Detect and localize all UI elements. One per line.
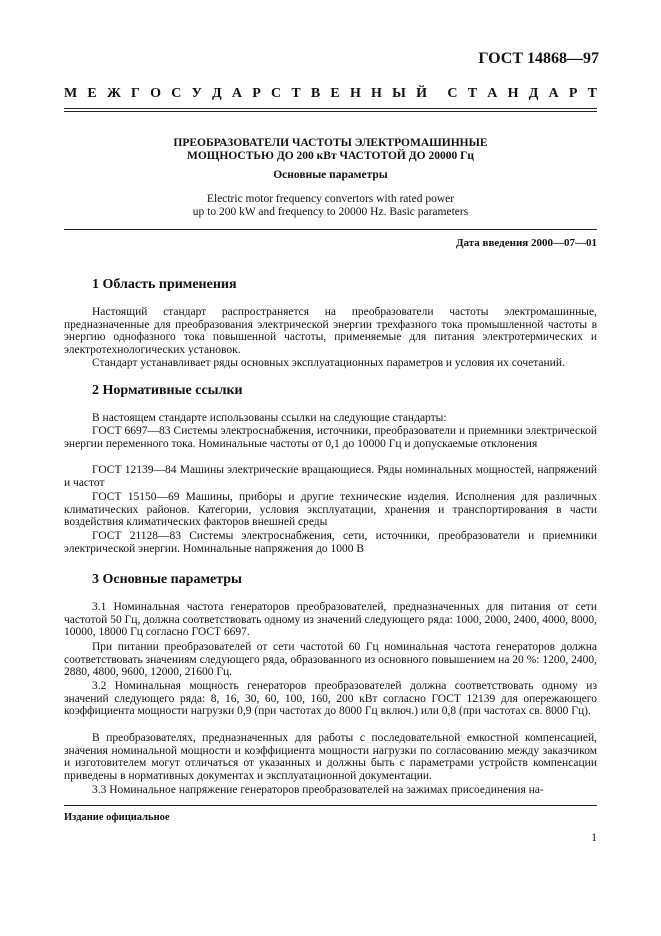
type-letter: Е: [330, 86, 340, 101]
type-letter: О: [150, 86, 162, 101]
clause-3-2: 3.2 Номинальная мощность генераторов преобразователей должна соответствовать одному из значений следующего ряда: 8, 16, 30, 60, 100, 160, 200 кВт согласно ГОСТ 12139 для опережающего коэффициента мощности нагрузки 0,9 (при частотах до 8000 Гц включ.) или 0,8 (при частотах св. 8000 Гц).: [64, 680, 597, 718]
english-title-line-2: up to 200 kW and frequency to 20000 Hz. Basic parameters: [192, 205, 469, 218]
type-letter: Н: [507, 86, 519, 101]
official-edition-label: Издание официальное: [64, 812, 170, 823]
introduction-date: Дата введения 2000—07—01: [455, 237, 597, 249]
type-letter: С: [447, 86, 458, 101]
type-letter: Й: [416, 86, 427, 101]
title-line-1: ПРЕОБРАЗОВАТЕЛИ ЧАСТОТЫ ЭЛЕКТРОМАШИННЫЕ: [173, 137, 488, 149]
type-letter: А: [548, 86, 559, 101]
section-2-heading: 2 Нормативные ссылки: [92, 383, 243, 398]
footer-rule: [64, 805, 597, 806]
standard-code: ГОСТ 14868—97: [478, 50, 599, 67]
type-letter: Н: [349, 86, 361, 101]
type-letter: Д: [528, 86, 539, 101]
type-letter: Т: [467, 86, 478, 101]
type-letter: А: [231, 86, 243, 101]
reference-gost-15150: ГОСТ 15150—69 Машины, приборы и другие технические изделия. Исполнения для различных климатических районов. Категории, условия эксплуатации, хранения и транспортирования в части воздействия климатических факторов внешней среды: [64, 491, 597, 529]
clause-3-3: 3.3 Номинальное напряжение генераторов преобразователей на зажимах присоединения на-: [92, 784, 544, 796]
type-letter: Д: [212, 86, 222, 101]
type-letter: В: [310, 86, 321, 101]
section-1-paragraph-2: Стандарт устанавливает ряды основных эксплуатационных параметров и условия их сочетаний.: [92, 357, 565, 369]
type-letter: У: [191, 86, 202, 101]
type-letter: Р: [252, 86, 261, 101]
type-letter: Ы: [392, 86, 406, 101]
header-rule-top: [64, 108, 597, 109]
header-rule-bottom: [64, 111, 597, 112]
type-letter: С: [270, 86, 282, 101]
reference-gost-12139: ГОСТ 12139—84 Машины электрические вращающиеся. Ряды номинальных мощностей, напряжений и частот: [64, 464, 597, 489]
clause-3-2-continuation: В преобразователях, предназначенных для работы с последовательной емкостной компенсацией, значения номинальной мощности и коэффициента мощности нагрузки по согласованию между заказчиком и изготовителем могут отличаться от указанных и должны быть с параметрами устройств компенсации приведены в нормативных документах и эксплуатационной документации.: [64, 732, 597, 782]
section-1-heading: 1 Область применения: [92, 277, 237, 292]
type-letter: С: [171, 86, 182, 101]
type-letter: Г: [131, 86, 140, 101]
type-letter: А: [487, 86, 498, 101]
standard-type-heading: [64, 86, 597, 102]
clause-3-1-continuation: При питании преобразователей от сети частотой 60 Гц номинальная частота генераторов должна соответствовать значениям следующего ряда, образованного из основного повышением на 20 %: 1200, 2400, 2880, 4800, 9600, 12000, 21600 Гц.: [64, 641, 597, 679]
document-title: [0, 137, 661, 162]
section-1-paragraph-1: Настоящий стандарт распространяется на преобразователи частоты электромашинные, предназначенные для преобразования электрической энергии трехфазного тока промышленной частоты в энергию однофазного тока повышенной частоты, применяемые для питания электротермических и электротехнологических установок.: [64, 306, 597, 356]
clause-3-1: 3.1 Номинальная частота генераторов преобразователей, предназначенных для питания от сети частотой 50 Гц, должна соответствовать одному из значений следующего ряда: 1000, 2000, 2400, 4000, 8000, 10000, 18000 Гц согласно ГОСТ 6697.: [64, 601, 597, 639]
type-letter: Т: [587, 86, 597, 101]
type-letter: Р: [568, 86, 578, 101]
document-subtitle: Основные параметры: [273, 169, 388, 181]
page-number: 1: [591, 832, 597, 844]
reference-gost-21128: ГОСТ 21128—83 Системы электроснабжения, сети, источники, преобразователи и приемники электрической энергии. Номинальные напряжения до 1000 В: [64, 530, 597, 555]
type-letter: М: [64, 86, 78, 101]
type-letter: Т: [291, 86, 301, 101]
type-letter: Ж: [106, 86, 121, 101]
section-3-heading: 3 Основные параметры: [92, 572, 242, 587]
title-line-2: МОЩНОСТЬЮ ДО 200 кВт ЧАСТОТОЙ ДО 20000 Гц: [186, 149, 475, 162]
section-2-intro: В настоящем стандарте использованы ссылки на следующие стандарты:: [92, 412, 447, 424]
date-rule: [64, 229, 597, 230]
type-letter: Е: [87, 86, 97, 101]
english-title-line-1: Electric motor frequency convertors with rated power: [206, 193, 455, 205]
type-letter: Н: [371, 86, 382, 101]
reference-gost-6697: ГОСТ 6697—83 Системы электроснабжения, источники, преобразователи и приемники электрической энергии переменного тока. Номинальные частоты от 0,1 до 10000 Гц и допускаемые отклонения: [64, 425, 597, 450]
english-title: [0, 193, 661, 218]
